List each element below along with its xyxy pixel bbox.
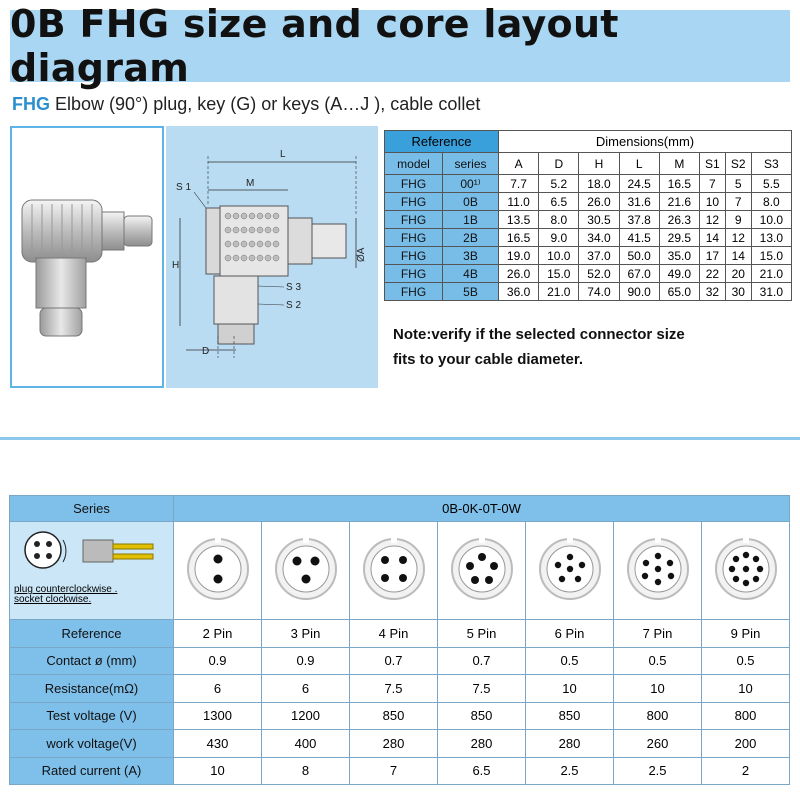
spec-value: 200 [702, 730, 790, 758]
spec-value: 7 Pin [614, 620, 702, 648]
contact-pin [399, 556, 407, 564]
spec-label: Contact ø (mm) [10, 647, 174, 675]
2-pin-face-icon [183, 534, 253, 604]
contact-pin [642, 560, 648, 566]
spec-value: 4 Pin [350, 620, 438, 648]
pin-layout-icon [174, 522, 262, 620]
dimension-value: 11.0 [499, 193, 539, 211]
dimensions-row [385, 265, 792, 283]
spec-value: 850 [438, 702, 526, 730]
series-cell: 0B [443, 193, 499, 211]
dim-M-label: M [246, 178, 255, 189]
spec-value: 7 [350, 757, 438, 785]
dimension-value: 17 [699, 247, 725, 265]
dimension-value: 14 [699, 229, 725, 247]
insulator [371, 546, 417, 592]
spec-label: Resistance(mΩ) [10, 675, 174, 703]
model-cell: FHG [385, 175, 443, 193]
contact-pin [728, 566, 734, 572]
spec-value: 800 [614, 702, 702, 730]
spec-label: Test voltage (V) [10, 702, 174, 730]
spec-value: 6 [262, 675, 350, 703]
model-cell: FHG [385, 211, 443, 229]
col-header: S1 [699, 153, 725, 175]
spec-value: 1300 [174, 702, 262, 730]
pin-layout-icon [614, 522, 702, 620]
dimension-value: 32 [699, 283, 725, 301]
series-cell: 3B [443, 247, 499, 265]
spec-label: work voltage(V) [10, 730, 174, 758]
dimension-value: 14 [725, 247, 751, 265]
key-notch [391, 538, 397, 543]
key-notch [479, 538, 485, 543]
dimension-value: 26.3 [659, 211, 699, 229]
series-cell: 5B [443, 283, 499, 301]
dimension-value: 10.0 [539, 247, 579, 265]
spec-value: 10 [702, 675, 790, 703]
dimension-value: 36.0 [499, 283, 539, 301]
col-header: S2 [725, 153, 751, 175]
dimension-value: 21.6 [659, 193, 699, 211]
col-header: D [539, 153, 579, 175]
spec-value: 0.7 [350, 647, 438, 675]
col-header: H [579, 153, 619, 175]
series-cell: 4B [443, 265, 499, 283]
spec-value: 6 [174, 675, 262, 703]
dimensions-row [385, 175, 792, 193]
dim-A-label: ØA [356, 247, 367, 262]
contact-pin [654, 553, 660, 559]
technical-drawing [166, 126, 378, 388]
dimension-value: 34.0 [579, 229, 619, 247]
dimension-value: 21.0 [751, 265, 791, 283]
dimension-value: 65.0 [659, 283, 699, 301]
model-cell: FHG [385, 247, 443, 265]
dimension-value: 9.0 [539, 229, 579, 247]
key-notch [743, 538, 749, 543]
dimension-value: 37.0 [579, 247, 619, 265]
orientation-note-socket: socket clockwise. [14, 594, 92, 605]
spec-value: 5 Pin [438, 620, 526, 648]
dimension-value: 10 [699, 193, 725, 211]
orientation-note-plug: plug counterclockwise . [14, 584, 118, 595]
spec-value: 280 [526, 730, 614, 758]
contact-pin [641, 573, 647, 579]
model-cell: FHG [385, 283, 443, 301]
contact-pin [485, 576, 493, 584]
dimension-value: 9 [725, 211, 751, 229]
dimension-value: 31.6 [619, 193, 659, 211]
spec-value: 280 [350, 730, 438, 758]
dimension-value: 5.5 [751, 175, 791, 193]
dimension-value: 16.5 [499, 229, 539, 247]
model-cell: FHG [385, 193, 443, 211]
key-notch [655, 538, 661, 543]
dimension-value: 24.5 [619, 175, 659, 193]
model-header: model [385, 153, 443, 175]
pin-layout-icon [350, 522, 438, 620]
insulator [283, 546, 329, 592]
dimension-value: 90.0 [619, 283, 659, 301]
3-pin-face-icon [271, 534, 341, 604]
spec-row [10, 647, 790, 675]
series-cell: 2B [443, 229, 499, 247]
spec-row [10, 675, 790, 703]
series-value: 0B-0K-0T-0W [174, 496, 790, 522]
spec-value: 1200 [262, 702, 350, 730]
contact-pin [654, 579, 660, 585]
title-banner [10, 2, 790, 90]
dimension-value: 35.0 [659, 247, 699, 265]
dimension-value: 13.0 [751, 229, 791, 247]
series-cell: 00¹⁾ [443, 175, 499, 193]
contact-pin [213, 555, 222, 564]
spec-value: 7.5 [438, 675, 526, 703]
spec-value: 8 [262, 757, 350, 785]
contact-pin [752, 556, 758, 562]
key-notch [567, 538, 573, 543]
spec-row [10, 757, 790, 785]
spec-value: 6.5 [438, 757, 526, 785]
contact-pin [490, 562, 498, 570]
spec-row [10, 620, 790, 648]
dimension-value: 5 [725, 175, 751, 193]
dimension-value: 7 [725, 193, 751, 211]
dimensions-table [384, 130, 792, 301]
spec-value: 6 Pin [526, 620, 614, 648]
series-label: Series [10, 496, 174, 522]
dimension-value: 20 [725, 265, 751, 283]
spec-value: 2 [702, 757, 790, 785]
contact-pin [666, 560, 672, 566]
contact-pin [292, 557, 301, 566]
dimension-value: 8.0 [539, 211, 579, 229]
contact-pin [756, 566, 762, 572]
series-header: series [443, 153, 499, 175]
col-header: S3 [751, 153, 791, 175]
orientation-legend [10, 522, 174, 620]
contact-pin [301, 575, 310, 584]
pin-layout-icon [702, 522, 790, 620]
contact-pin [478, 553, 486, 561]
contact-pin [578, 562, 584, 568]
spec-value: 0.5 [702, 647, 790, 675]
dimension-value: 15.0 [539, 265, 579, 283]
dimension-value: 37.8 [619, 211, 659, 229]
dim-D-label: D [202, 346, 210, 357]
contact-pin [732, 576, 738, 582]
dimension-value: 30.5 [579, 211, 619, 229]
dimension-value: 13.5 [499, 211, 539, 229]
dimension-value: 7.7 [499, 175, 539, 193]
spec-value: 0.9 [174, 647, 262, 675]
dimension-value: 49.0 [659, 265, 699, 283]
dimension-value: 26.0 [499, 265, 539, 283]
contact-pin [381, 556, 389, 564]
dimension-drawing [166, 126, 378, 388]
dimensions-row [385, 193, 792, 211]
dimension-value: 26.0 [579, 193, 619, 211]
dimension-value: 18.0 [579, 175, 619, 193]
model-cell: FHG [385, 229, 443, 247]
contact-pin [667, 573, 673, 579]
spec-value: 0.7 [438, 647, 526, 675]
spec-row [10, 730, 790, 758]
dimension-value: 41.5 [619, 229, 659, 247]
dimension-value: 22 [699, 265, 725, 283]
spec-value: 9 Pin [702, 620, 790, 648]
spec-value: 0.9 [262, 647, 350, 675]
contact-pin [471, 576, 479, 584]
contact-pin [654, 566, 660, 572]
pin-spec-rows [10, 620, 790, 785]
pin-layout-table [9, 495, 790, 785]
contact-pin [566, 554, 572, 560]
spec-value: 10 [614, 675, 702, 703]
contact-pin [310, 557, 319, 566]
spec-value: 10 [174, 757, 262, 785]
5-pin-face-icon [447, 534, 517, 604]
spec-value: 800 [702, 702, 790, 730]
contact-pin [381, 574, 389, 582]
dimension-value: 19.0 [499, 247, 539, 265]
spec-value: 0.5 [526, 647, 614, 675]
dimension-value: 74.0 [579, 283, 619, 301]
dimension-value: 16.5 [659, 175, 699, 193]
contact-pin [742, 566, 748, 572]
col-header: L [619, 153, 659, 175]
spec-row [10, 702, 790, 730]
elbow-plug-image [12, 128, 162, 386]
contact-pin [566, 566, 572, 572]
cable-note [393, 322, 685, 372]
spec-value: 0.5 [614, 647, 702, 675]
reference-header: Reference [385, 131, 499, 153]
dimension-value: 7 [699, 175, 725, 193]
dimension-value: 15.0 [751, 247, 791, 265]
contact-pin [554, 562, 560, 568]
contact-pin [466, 562, 474, 570]
dim-S3-label: S 3 [286, 282, 302, 293]
pin-layout-icon [262, 522, 350, 620]
col-header: A [499, 153, 539, 175]
contact-pin [742, 552, 748, 558]
spec-value: 850 [526, 702, 614, 730]
insulator [459, 546, 505, 592]
dimension-value: 21.0 [539, 283, 579, 301]
contact-pin [742, 580, 748, 586]
contact-pin [574, 576, 580, 582]
note-line-2: fits to your cable diameter. [393, 351, 584, 368]
dimensions-row [385, 283, 792, 301]
pin-layout-icon [526, 522, 614, 620]
9-pin-face-icon [711, 534, 781, 604]
rotation-diagram-icon [17, 522, 167, 582]
4-pin-face-icon [359, 534, 429, 604]
spec-value: 400 [262, 730, 350, 758]
key-notch [215, 538, 221, 543]
dimension-value: 12 [725, 229, 751, 247]
subtitle-text: Elbow (90°) plug, key (G) or keys (A…J ), cable collet [50, 94, 481, 114]
dimension-value: 29.5 [659, 229, 699, 247]
dim-L-label: L [280, 149, 286, 160]
spec-label: Rated current (A) [10, 757, 174, 785]
connector-photo [10, 126, 164, 388]
dimensions-row [385, 229, 792, 247]
6-pin-face-icon [535, 534, 605, 604]
contact-pin [732, 556, 738, 562]
spec-value: 2.5 [526, 757, 614, 785]
contact-pin [752, 576, 758, 582]
product-subtitle [12, 94, 480, 115]
spec-value: 850 [350, 702, 438, 730]
spec-value: 2 Pin [174, 620, 262, 648]
dimension-value: 8.0 [751, 193, 791, 211]
subtitle-model: FHG [12, 94, 50, 114]
key-notch [303, 538, 309, 543]
dim-S1-label: S 1 [176, 182, 192, 193]
insulator [195, 546, 241, 592]
dimension-value: 67.0 [619, 265, 659, 283]
spec-label: Reference [10, 620, 174, 648]
contact-pin [558, 576, 564, 582]
spec-value: 10 [526, 675, 614, 703]
dimension-value: 31.0 [751, 283, 791, 301]
dimension-value: 12 [699, 211, 725, 229]
series-cell: 1B [443, 211, 499, 229]
col-header: M [659, 153, 699, 175]
spec-value: 3 Pin [262, 620, 350, 648]
dimension-value: 5.2 [539, 175, 579, 193]
spec-value: 7.5 [350, 675, 438, 703]
7-pin-face-icon [623, 534, 693, 604]
dimension-value: 6.5 [539, 193, 579, 211]
spec-value: 280 [438, 730, 526, 758]
dim-S2-label: S 2 [286, 300, 302, 311]
dimension-value: 30 [725, 283, 751, 301]
dimension-value: 52.0 [579, 265, 619, 283]
dim-H-label: H [172, 260, 180, 271]
contact-pin [213, 575, 222, 584]
page-title: 0B FHG size and core layout diagram [10, 2, 619, 90]
spec-value: 260 [614, 730, 702, 758]
pin-layout-icon [438, 522, 526, 620]
section-divider [0, 437, 800, 440]
note-line-1: Note:verify if the selected connector size [393, 326, 685, 343]
dimension-value: 10.0 [751, 211, 791, 229]
spec-value: 430 [174, 730, 262, 758]
dimensions-rows [385, 175, 792, 301]
dimensions-row [385, 211, 792, 229]
dimensions-header: Dimensions(mm) [499, 131, 792, 153]
contact-pin [399, 574, 407, 582]
dimension-value: 50.0 [619, 247, 659, 265]
dimensions-row [385, 247, 792, 265]
spec-value: 2.5 [614, 757, 702, 785]
model-cell: FHG [385, 265, 443, 283]
